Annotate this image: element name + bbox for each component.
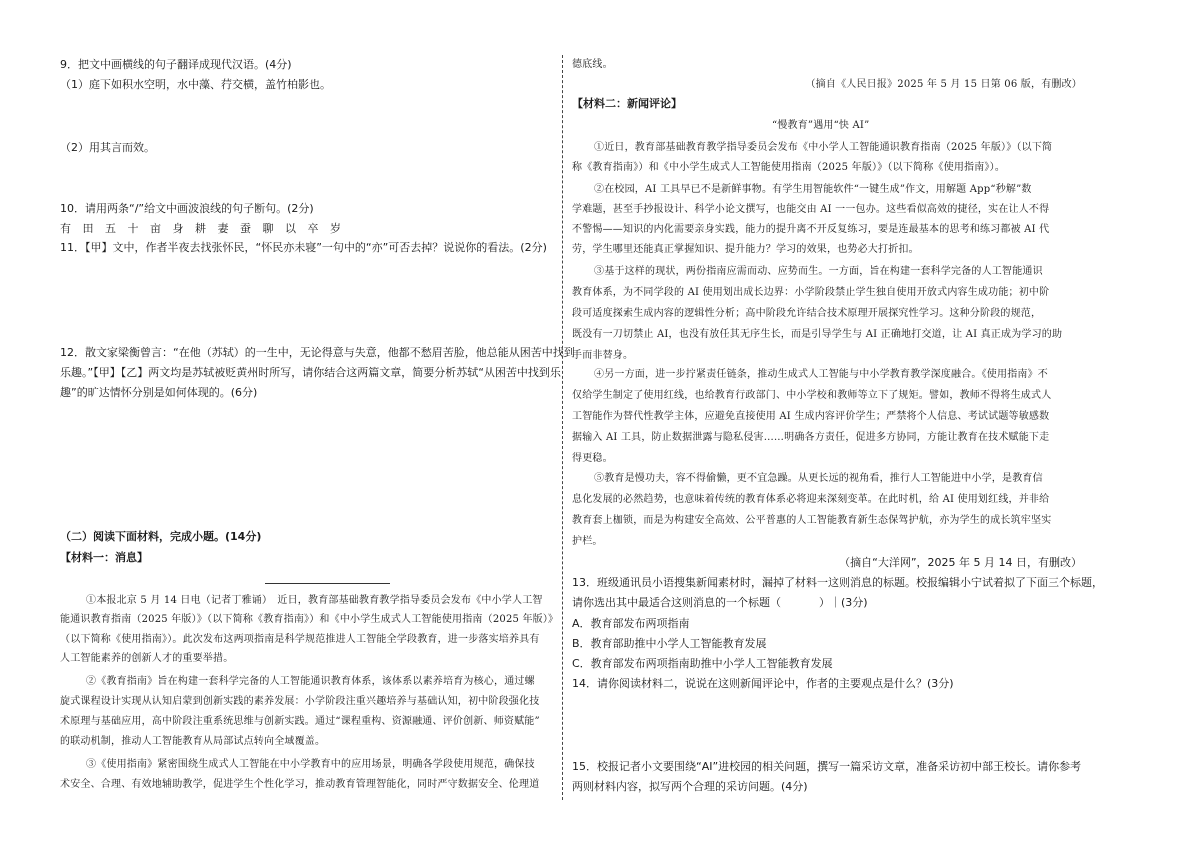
question-14: 14．请你阅读材料二，说说在这则新闻评论中，作者的主要观点是什么？(3分) [572, 677, 954, 690]
news-paragraph-1-line: 能通识教育指南（2025 年版）》（以下简称《教育指南》）和《中小学生成式人工智能使用指南（2025 年版）》 [60, 614, 559, 625]
commentary-paragraph-4-line: 仅给学生制定了使用红线，也给教育行政部门、中小学校和教师等立下了规矩。譬如，教师不得将生成式人 [572, 390, 1052, 401]
question-12-line-3: 趣”的旷达情怀分别是如何体现的。(6分) [60, 386, 258, 399]
commentary-paragraph-1: ①近日，教育部基础教育教学指导委员会发布《中小学人工智能通识教育指南（2025 年版）》（以下简 [594, 142, 1053, 153]
news-paragraph-3-line: 术安全、合理、有效地辅助教学，促进学生个性化学习，推动教育管理智能化，同时严守数据安全、伦理道 [60, 779, 540, 790]
material-1-label: 【材料一：消息】 [60, 551, 148, 564]
option-c: C．教育部发布两项指南助推中小学人工智能教育发展 [572, 657, 833, 670]
news-paragraph-2: ②《教育指南》旨在构建一套科学完备的人工智能通识教育体系，该体系以素养培育为核心，通过螺 [86, 676, 535, 687]
question-13-line-1: 13．班级通讯员小语搜集新闻素材时，漏掉了材料一这则消息的标题。校报编辑小宁试着拟了下面三个标题， [572, 576, 1103, 589]
commentary-title: “慢教育”遇用“快 AI” [772, 120, 870, 131]
commentary-paragraph-2-line: 劳，学生哪里还能真正掌握知识、提升能力？学习的效果，也势必大打折扣。 [572, 244, 919, 255]
question-9-item-1: （1）庭下如积水空明，水中藻、荇交横，盖竹柏影也。 [60, 78, 331, 91]
commentary-paragraph-2-line: 不警惕——知识的内化需要亲身实践，能力的提升离不开反复练习，要是连最基本的思考和练习都被 AI 代 [572, 224, 1050, 235]
news-paragraph-2-line: 术原理与基础应用，高中阶段注重系统思维与创新实践。通过“课程重构、资源融通、评价创新、师资赋能” [60, 716, 540, 727]
source-1: （摘自《人民日报》2025 年 5 月 15 日第 06 版，有删改） [805, 79, 1082, 90]
commentary-paragraph-3-line: 手而非替身。 [572, 350, 634, 361]
question-15-line-1: 15．校报记者小文要围绕“AI”进校园的相关问题，撰写一篇采访文章，准备采访初中部王校长。请你参考 [572, 760, 1082, 773]
commentary-paragraph-4-line: 据输入 AI 工具，防止数据泄露与隐私侵害……明确各方责任，促进多方协同，方能让教育在技术赋能下走 [572, 432, 1050, 443]
commentary-paragraph-5-line: 教育套上枷锁，而是为构建安全高效、公平普惠的人工智能教育新生态保驾护航，亦为学生的成长筑牢坚实 [572, 515, 1052, 526]
question-9-item-2: （2）用其言而效。 [60, 141, 155, 154]
section-2-heading: （二）阅读下面材料，完成小题。(14分) [60, 530, 262, 543]
material-2-label: 【材料二：新闻评论】 [572, 97, 682, 110]
question-12-line-1: 12．散文家梁衡曾言：“在他（苏轼）的一生中，无论得意与失意，他都不愁眉苦脸，他总能从困苦中找到 [60, 346, 575, 359]
news-paragraph-1: ①本报北京 5 月 14 日电（记者丁雅诵） 近日，教育部基础教育教学指导委员会发布《中小学人工智 [86, 595, 543, 606]
news-paragraph-3: ③《使用指南》紧密围绕生成式人工智能在中小学教育中的应用场景，明确各学段使用规范，确保技 [86, 759, 535, 770]
commentary-paragraph-2: ②在校园，AI 工具早已不是新鲜事物。有学生用智能软件“一键生成”作文，用解题 App“秒解”数 [594, 184, 1032, 195]
news-paragraph-1-line: 人工智能素养的创新人才的重要举措。 [60, 653, 234, 664]
column-divider [562, 55, 563, 800]
commentary-paragraph-4-line: 工智能作为替代性教学主体，应避免直接使用 AI 生成内容评价学生；严禁将个人信息、考试试题等敏感数 [572, 411, 1050, 422]
commentary-paragraph-5-line: 息化发展的必然趋势，也意味着传统的教育体系必将迎来深刻变革。在此时机，给 AI 使用划红线，并非给 [572, 494, 1050, 505]
commentary-paragraph-2-line: 学难题，甚至手抄报设计、科学小论文撰写，也能交由 AI 一一包办。这些看似高效的捷径，实在让人不得 [572, 204, 1050, 215]
commentary-paragraph-3: ③基于这样的现状，两份指南应需而动、应势而生。一方面，旨在构建一套科学完备的人工智能通识 [594, 266, 1043, 277]
commentary-paragraph-3-line: 既没有一刀切禁止 AI，也没有放任其无序生长，而是引导学生与 AI 正确地打交道，让 AI 真正成为学习的助 [572, 329, 1063, 340]
commentary-paragraph-1-line: 称《教育指南》）和《中小学生成式人工智能使用指南（2025 年版）》（以下简称《使用指南》）。 [572, 162, 1006, 173]
question-11: 11．【甲】文中，作者半夜去找张怀民，“怀民亦未寝”一句中的“亦”可否去掉？说说你的看法。(2分) [60, 241, 547, 254]
continued-line: 德底线。 [572, 59, 613, 70]
commentary-paragraph-4: ④另一方面，进一步拧紧责任链条，推动生成式人工智能与中小学教育教学深度融合。《使用指南》不 [594, 369, 1048, 380]
question-15-line-2: 两则材料内容，拟写两个合理的采访问题。(4分) [572, 780, 808, 793]
option-a: A．教育部发布两项指南 [572, 617, 690, 630]
question-10: 10．请用两条“/”给文中画波浪线的句子断句。(2分) [60, 202, 314, 215]
source-2: （摘自“大洋网”，2025 年 5 月 14 日，有删改） [839, 556, 1082, 569]
question-13-prompt: 请你选出其中最适合这则消息的一个标题（ [572, 596, 781, 609]
question-13-line-2 [572, 596, 868, 610]
news-paragraph-2-line: 旋式课程设计实现从认知启蒙到创新实践的素养发展：小学阶段注重兴趣培养与基础认知，初中阶段强化技 [60, 696, 540, 707]
news-paragraph-1-line: （以下简称《使用指南》）。此次发布这两项指南是科学规范推进人工智能全学段教育，进一步落实培养具有 [60, 634, 540, 645]
question-9: 9．把文中画横线的句子翻译成现代汉语。(4分) [60, 58, 292, 71]
commentary-paragraph-3-line: 教育体系，为不同学段的 AI 使用划出成长边界：小学阶段禁止学生独自使用开放式内容生成功能；初中阶 [572, 287, 1050, 298]
option-b: B．教育部助推中小学人工智能教育发展 [572, 637, 767, 650]
news-paragraph-2-line: 的联动机制，推动人工智能教育从局部试点转向全域覆盖。 [60, 736, 326, 747]
headline-blank-line [265, 583, 390, 584]
commentary-paragraph-4-line: 得更稳。 [572, 453, 613, 464]
question-12-line-2: 乐趣。”【甲】【乙】两文均是苏轼被贬黄州时所写，请你结合这两篇文章，简要分析苏轼“从困苦中找到乐 [60, 366, 561, 379]
commentary-paragraph-5-line: 护栏。 [572, 536, 603, 547]
commentary-paragraph-3-line: 段可适度探索生成内容的逻辑性分析；高中阶段允许结合技术原理开展探究性学习。这种分阶段的规范， [572, 308, 1042, 319]
commentary-paragraph-5: ⑤教育是慢功夫，容不得偷懒，更不宜急躁。从更长远的视角看，推行人工智能进中小学，是教育信 [594, 473, 1043, 484]
question-10-sentence: 有 田 五 十 亩 身 耕 妻 蚕 聊 以 卒 岁 [60, 222, 345, 235]
question-13-points: ）｜(3分) [819, 596, 868, 609]
